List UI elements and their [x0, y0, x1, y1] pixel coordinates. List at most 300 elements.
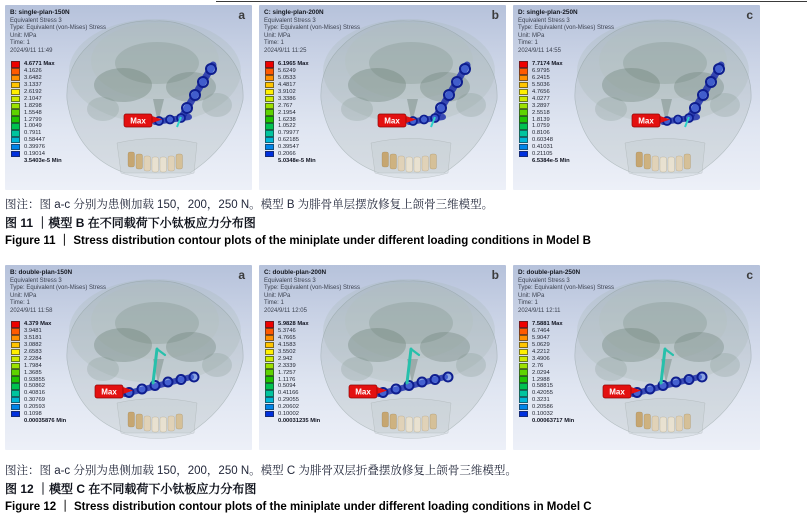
panel-header-line: 2024/9/11 11:58: [10, 307, 53, 314]
stress-contour-panel: [259, 265, 506, 450]
legend-entry: [519, 417, 574, 424]
legend-color-swatch: [519, 390, 528, 396]
legend-value-label: 0.20593: [24, 404, 45, 411]
legend-entry: [11, 342, 66, 349]
panel-title: D: double-plan-250N: [518, 269, 581, 276]
legend-value-label: 4.0277: [532, 95, 550, 102]
legend-entry: [519, 362, 574, 369]
legend-color-swatch: [519, 116, 528, 122]
legend-value-label: 0.58815: [532, 383, 553, 390]
legend-value-label: 7.7174 Max: [532, 61, 563, 68]
legend-value-label: 0.30769: [24, 397, 45, 404]
legend-color-swatch: [265, 137, 274, 143]
legend-color-swatch: [265, 411, 274, 417]
legend-value-label: 1.8298: [24, 102, 42, 109]
legend-color-swatch: [11, 411, 20, 417]
legend-value-label: 0.29055: [278, 397, 299, 404]
legend-entry: [11, 89, 62, 96]
legend-value-label: 0.1098: [24, 411, 42, 418]
legend-value-label: 1.5548: [24, 109, 42, 116]
panel-header-line: Time: 1: [10, 300, 30, 307]
legend-value-label: 0.41166: [278, 390, 299, 397]
legend-color-swatch: [519, 383, 528, 389]
legend-entry: [265, 123, 316, 130]
legend-entry: [11, 335, 66, 342]
legend-color-swatch: [265, 151, 274, 157]
legend-color-swatch: [519, 109, 528, 115]
legend-entry: [265, 369, 320, 376]
legend-color-swatch: [265, 328, 274, 334]
panel-header-line: 2024/9/11 14:55: [518, 47, 561, 54]
viewport-header: [518, 9, 614, 56]
legend-entry: [11, 130, 62, 137]
legend-color-swatch: [519, 376, 528, 382]
legend-color-swatch: [11, 68, 20, 74]
legend-entry: [11, 355, 66, 362]
figure-note: 图注：图 a-c 分别为患侧加载 150，200，250 N。模型 B 为腓骨单层摆放修复上颌骨三维模型。: [5, 199, 494, 211]
legend-entry: [519, 116, 570, 123]
legend-color-swatch: [11, 397, 20, 403]
legend-value-label: 4.2212: [532, 349, 550, 355]
legend-color-swatch: [265, 109, 274, 115]
legend-entry: [265, 355, 320, 362]
legend-value-label: 3.5403e-5 Min: [24, 157, 62, 164]
panel-header-lines: [264, 278, 360, 316]
panel-title: B: double-plan-150N: [10, 269, 73, 276]
legend-color-swatch: [11, 369, 20, 375]
viewport-header: [10, 269, 106, 316]
legend-color-swatch: [11, 89, 20, 95]
legend-value-label: 4.4817: [278, 82, 296, 89]
legend-color-swatch: [265, 390, 274, 396]
legend-entry: [265, 390, 320, 397]
legend-entry: [265, 335, 320, 342]
legend-color-swatch: [11, 137, 20, 143]
legend-color-swatch: [265, 130, 274, 136]
legend-entry: [11, 75, 62, 82]
svg-text:Max: Max: [638, 116, 654, 126]
legend-value-label: 1.8139: [532, 116, 550, 123]
legend-value-label: 5.0533: [278, 75, 296, 82]
panel-title: D: single-plan-250N: [518, 9, 578, 16]
stress-contour-panel: [5, 265, 252, 450]
legend-entry: [519, 335, 574, 342]
legend-value-label: 0.60348: [532, 137, 553, 144]
figure-title-cn: 图 12 ｜模型 C 在不同载荷下小钛板应力分布图: [5, 482, 257, 496]
legend-value-label: 0.41031: [532, 144, 553, 151]
legend-entry: [519, 376, 574, 383]
legend-color-swatch: [265, 116, 274, 122]
legend-value-label: 7.5881 Max: [532, 321, 563, 328]
legend-entry: [265, 397, 320, 404]
stress-contour-panel: [5, 5, 252, 190]
legend-entry: [265, 137, 316, 144]
figure-12-panel-row: [5, 265, 802, 450]
legend-color-swatch: [265, 68, 274, 74]
panel-header-line: Unit: MPa: [10, 32, 37, 39]
legend-entry: [265, 342, 320, 349]
legend-entry: [519, 130, 570, 137]
legend-value-label: 0.10002: [278, 411, 299, 418]
legend-entry: [519, 397, 574, 404]
legend-color-swatch: [11, 123, 20, 129]
viewport-header: [10, 9, 106, 56]
panel-header-line: Equivalent Stress 3: [264, 277, 316, 284]
legend-entry: [11, 123, 62, 130]
legend-value-label: 0.39547: [278, 144, 299, 151]
legend-color-swatch: [11, 390, 20, 396]
legend-color-swatch: [265, 349, 274, 355]
legend-entry: [265, 89, 316, 96]
stress-color-legend: [519, 61, 570, 164]
legend-value-label: 4.7656: [532, 89, 550, 95]
viewport-header: [264, 269, 360, 316]
legend-value-label: 2.2284: [24, 355, 42, 362]
legend-entry: [519, 151, 570, 158]
legend-value-label: 5.5036: [532, 82, 550, 89]
legend-entry: [265, 362, 320, 369]
legend-entry: [265, 116, 316, 123]
legend-entry: [265, 321, 320, 328]
legend-entry: [11, 376, 66, 383]
legend-entry: [11, 390, 66, 397]
legend-color-swatch: [11, 61, 20, 67]
figure-note: 图注：图 a-c 分别为患侧加载 150，200，250 N。模型 C 为腓骨双层折叠摆放修复上颌骨三维模型。: [5, 465, 517, 477]
legend-color-swatch: [11, 96, 20, 102]
legend-entry: [265, 61, 316, 68]
legend-color-swatch: [519, 356, 528, 362]
legend-value-label: 0.39976: [24, 144, 45, 151]
legend-color-swatch: [11, 116, 20, 122]
legend-color-swatch: [519, 103, 528, 109]
legend-color-swatch: [519, 75, 528, 81]
legend-color-swatch: [519, 123, 528, 129]
legend-entry: [265, 102, 316, 109]
legend-color-swatch: [519, 137, 528, 143]
panel-header-line: Equivalent Stress 3: [518, 277, 570, 284]
legend-color-swatch: [519, 82, 528, 88]
legend-value-label: 0.00031235 Min: [278, 417, 321, 424]
legend-value-label: 6.7464: [532, 328, 550, 335]
viewport-header: [518, 269, 614, 316]
legend-entry: [519, 144, 570, 151]
panel-header-line: Time: 1: [518, 40, 538, 47]
legend-value-label: 6.5384e-5 Min: [532, 157, 570, 164]
legend-value-label: 0.10032: [532, 411, 553, 418]
legend-value-label: 6.9795: [532, 68, 550, 75]
svg-text:Max: Max: [130, 116, 146, 126]
svg-text:Max: Max: [101, 387, 117, 397]
viewport-header: [264, 9, 360, 56]
legend-entry: [265, 130, 316, 137]
panel-letter-label: c: [746, 8, 753, 22]
legend-value-label: 3.5502: [278, 349, 296, 355]
panel-header-line: Equivalent Stress 3: [10, 17, 62, 24]
legend-value-label: 0.00035876 Min: [24, 417, 67, 424]
legend-value-label: 1.1176: [278, 376, 296, 383]
legend-color-swatch: [265, 376, 274, 382]
panel-header-line: 2024/9/11 11:25: [264, 47, 307, 54]
panel-header-line: Equivalent Stress 3: [264, 17, 316, 24]
legend-value-label: 1.7257: [278, 369, 296, 376]
panel-header-line: Time: 1: [264, 40, 284, 47]
legend-value-label: 1.0759: [532, 123, 550, 130]
legend-value-label: 0.19014: [24, 151, 45, 158]
legend-value-label: 2.6192: [24, 89, 42, 95]
legend-color-swatch: [11, 103, 20, 109]
legend-entry: [265, 376, 320, 383]
legend-value-label: 0.8106: [532, 130, 550, 137]
legend-value-label: 3.9102: [278, 89, 296, 95]
svg-text:Max: Max: [384, 116, 400, 126]
legend-entry: [11, 116, 62, 123]
legend-value-label: 0.79977: [278, 130, 299, 137]
legend-value-label: 0.62185: [278, 137, 299, 144]
legend-value-label: 1.3685: [24, 369, 42, 376]
legend-value-label: 5.3746: [278, 328, 296, 335]
panel-header-line: Equivalent Stress 3: [518, 17, 570, 24]
legend-value-label: 2.6583: [24, 349, 42, 355]
legend-entry: [11, 157, 62, 164]
legend-color-swatch: [11, 75, 20, 81]
panel-header-line: Type: Equivalent (von-Mises) Stress: [10, 285, 107, 292]
svg-text:Max: Max: [609, 387, 625, 397]
legend-value-label: 3.4906: [532, 355, 550, 362]
legend-entry: [11, 61, 62, 68]
legend-value-label: 3.5181: [24, 335, 42, 342]
legend-entry: [519, 89, 570, 96]
legend-entry: [11, 82, 62, 89]
legend-entry: [519, 328, 574, 335]
figure-11-section: [5, 5, 802, 252]
panel-header-line: Type: Equivalent (von-Mises) Stress: [264, 25, 361, 32]
panel-header-line: Equivalent Stress 3: [10, 277, 62, 284]
legend-entry: [11, 383, 66, 390]
figure-title-cn: 图 11 ｜模型 B 在不同载荷下小钛板应力分布图: [5, 216, 256, 230]
legend-value-label: 4.1626: [24, 68, 42, 75]
legend-color-swatch: [265, 342, 274, 348]
legend-value-label: 4.1583: [278, 342, 296, 349]
legend-entry: [519, 342, 574, 349]
legend-entry: [519, 102, 570, 109]
legend-value-label: 0.93855: [24, 376, 45, 383]
stress-color-legend: [519, 321, 574, 424]
legend-entry: [265, 383, 320, 390]
legend-color-swatch: [265, 404, 274, 410]
legend-value-label: 0.2066: [278, 151, 296, 158]
legend-value-label: 4.379 Max: [24, 321, 52, 328]
panel-header-line: Type: Equivalent (von-Mises) Stress: [518, 25, 615, 32]
legend-color-swatch: [265, 103, 274, 109]
legend-color-swatch: [11, 109, 20, 115]
panel-header-lines: [518, 278, 614, 316]
legend-entry: [519, 137, 570, 144]
panel-header-line: Time: 1: [518, 300, 538, 307]
legend-color-swatch: [11, 349, 20, 355]
legend-color-swatch: [519, 404, 528, 410]
legend-color-swatch: [519, 363, 528, 369]
legend-entry: [265, 109, 316, 116]
legend-entry: [11, 68, 62, 75]
legend-color-swatch: [519, 89, 528, 95]
legend-value-label: 6.2415: [532, 75, 550, 82]
figure-title-en: Figure 11 ｜ Stress distribution contour plots of the miniplate under different loading conditions in Model B: [5, 235, 591, 247]
legend-value-label: 2.0294: [532, 369, 550, 376]
legend-value-label: 1.2799: [24, 116, 42, 123]
legend-value-label: 3.9481: [24, 328, 42, 335]
legend-value-label: 3.2897: [532, 102, 550, 109]
legend-entry: [265, 404, 320, 411]
legend-value-label: 4.6771 Max: [24, 61, 55, 68]
figure-title-en: Figure 12 ｜ Stress distribution contour plots of the miniplate under different loading conditions in Model C: [5, 501, 592, 513]
legend-color-swatch: [265, 123, 274, 129]
legend-value-label: 1.7984: [24, 362, 42, 369]
legend-color-swatch: [519, 411, 528, 417]
legend-entry: [519, 369, 574, 376]
legend-entry: [519, 95, 570, 102]
panel-header-line: Type: Equivalent (von-Mises) Stress: [264, 285, 361, 292]
legend-value-label: 2.76: [532, 362, 544, 369]
legend-color-swatch: [265, 369, 274, 375]
panel-header-line: Type: Equivalent (von-Mises) Stress: [10, 25, 107, 32]
legend-value-label: 0.50862: [24, 383, 45, 390]
panel-header-line: Unit: MPa: [10, 292, 37, 299]
panel-header-line: Time: 1: [264, 300, 284, 307]
legend-value-label: 3.3386: [278, 95, 296, 102]
legend-value-label: 1.0522: [278, 123, 296, 130]
legend-entry: [265, 75, 316, 82]
legend-entry: [11, 411, 66, 418]
legend-color-swatch: [519, 144, 528, 150]
legend-color-swatch: [519, 151, 528, 157]
panel-title: C: double-plan-200N: [264, 269, 327, 276]
legend-entry: [519, 68, 570, 75]
legend-color-swatch: [519, 397, 528, 403]
legend-color-swatch: [11, 328, 20, 334]
legend-entry: [265, 151, 316, 158]
legend-color-swatch: [519, 130, 528, 136]
legend-entry: [519, 61, 570, 68]
legend-value-label: 2.1047: [24, 95, 42, 102]
legend-color-swatch: [11, 335, 20, 341]
legend-entry: [11, 137, 62, 144]
legend-value-label: 2.5518: [532, 109, 550, 116]
legend-value-label: 1.6238: [278, 116, 296, 123]
panel-header-line: Unit: MPa: [518, 292, 545, 299]
legend-value-label: 2.1954: [278, 109, 296, 116]
legend-entry: [265, 95, 316, 102]
legend-value-label: 1.0049: [24, 123, 42, 130]
legend-value-label: 0.20586: [532, 404, 553, 411]
panel-title: B: single-plan-150N: [10, 9, 70, 16]
legend-color-swatch: [11, 321, 20, 327]
legend-value-label: 0.7911: [24, 130, 42, 137]
legend-entry: [519, 157, 570, 164]
legend-entry: [11, 109, 62, 116]
legend-value-label: 2.767: [278, 102, 293, 109]
legend-color-swatch: [265, 335, 274, 341]
legend-entry: [11, 362, 66, 369]
legend-color-swatch: [519, 335, 528, 341]
legend-entry: [265, 411, 320, 418]
legend-color-swatch: [265, 321, 274, 327]
legend-value-label: 3.1337: [24, 82, 42, 89]
panel-header-line: Unit: MPa: [518, 32, 545, 39]
legend-entry: [265, 157, 316, 164]
legend-entry: [519, 82, 570, 89]
legend-color-swatch: [265, 61, 274, 67]
legend-value-label: 5.9047: [532, 335, 550, 342]
legend-entry: [519, 390, 574, 397]
panel-letter-label: b: [491, 8, 499, 22]
legend-color-swatch: [11, 82, 20, 88]
legend-color-swatch: [265, 82, 274, 88]
legend-entry: [265, 144, 316, 151]
legend-value-label: 0.3231: [532, 397, 550, 404]
legend-entry: [519, 383, 574, 390]
legend-entry: [519, 75, 570, 82]
stress-color-legend: [11, 321, 66, 424]
legend-color-swatch: [265, 397, 274, 403]
legend-entry: [11, 102, 62, 109]
legend-entry: [519, 321, 574, 328]
legend-color-swatch: [11, 356, 20, 362]
stress-contour-panel: [513, 265, 760, 450]
legend-value-label: 3.0882: [24, 342, 42, 349]
legend-entry: [265, 349, 320, 356]
stress-contour-panel: [513, 5, 760, 190]
legend-color-swatch: [265, 363, 274, 369]
panel-header-line: 2024/9/11 11:49: [10, 47, 53, 54]
panel-header-lines: [10, 278, 106, 316]
legend-value-label: 2.3339: [278, 362, 296, 369]
legend-entry: [519, 404, 574, 411]
legend-value-label: 4.7665: [278, 335, 296, 342]
legend-entry: [11, 144, 62, 151]
legend-value-label: 1.2988: [532, 376, 550, 383]
legend-value-label: 0.40816: [24, 390, 45, 397]
legend-entry: [11, 349, 66, 356]
legend-entry: [519, 355, 574, 362]
legend-color-swatch: [11, 363, 20, 369]
legend-entry: [11, 397, 66, 404]
legend-color-swatch: [265, 144, 274, 150]
legend-entry: [11, 417, 66, 424]
legend-value-label: 0.00063717 Min: [532, 417, 575, 424]
legend-color-swatch: [11, 151, 20, 157]
legend-entry: [11, 151, 62, 158]
legend-value-label: 2.942: [278, 355, 293, 362]
legend-color-swatch: [519, 369, 528, 375]
legend-color-swatch: [519, 342, 528, 348]
legend-value-label: 0.5094: [278, 383, 296, 390]
legend-value-label: 0.42055: [532, 390, 553, 397]
legend-value-label: 0.58447: [24, 137, 45, 144]
legend-color-swatch: [519, 349, 528, 355]
legend-color-swatch: [519, 321, 528, 327]
panel-header-line: Time: 1: [10, 40, 30, 47]
legend-color-swatch: [265, 356, 274, 362]
legend-entry: [265, 417, 320, 424]
panel-header-line: Unit: MPa: [264, 32, 291, 39]
figure-12-caption: [5, 464, 802, 515]
legend-value-label: 6.1965 Max: [278, 61, 309, 68]
legend-color-swatch: [519, 68, 528, 74]
figure-12-section: [5, 265, 802, 518]
stress-contour-panel: [259, 5, 506, 190]
stress-color-legend: [265, 321, 320, 424]
legend-color-swatch: [11, 130, 20, 136]
